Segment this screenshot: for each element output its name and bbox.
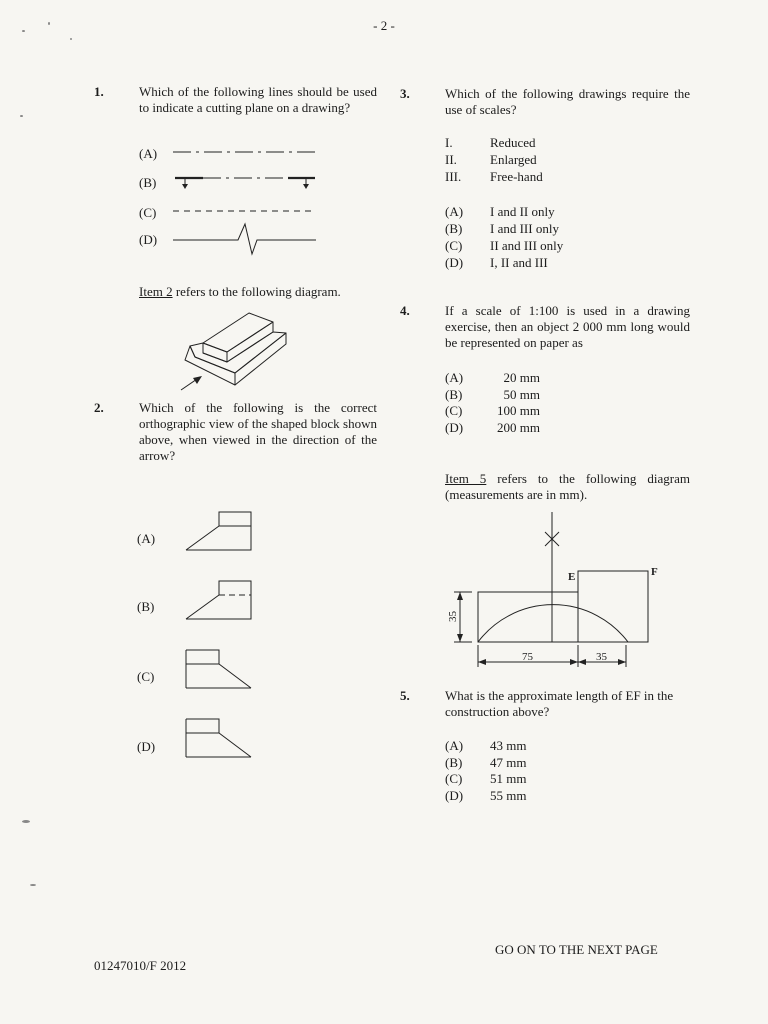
scan-speck: [22, 820, 30, 823]
item-5-intro: Item 5 refers to the following diagram (measurements are in mm).: [445, 471, 690, 502]
width-dimension-label-a: 75: [522, 651, 533, 663]
question-1-number: 1.: [94, 84, 104, 99]
question-3-text: Which of the following drawings require the use of scales?: [445, 86, 690, 117]
q1-option-c[interactable]: (C): [139, 205, 157, 220]
question-3-number: 3.: [400, 86, 410, 101]
q3-option-d[interactable]: (D) I, II and III: [445, 255, 548, 270]
q2-view-a: [184, 510, 254, 555]
q4-option-d[interactable]: (D) 200 mm: [445, 420, 540, 435]
q3-statement-3: III. Free-hand: [445, 169, 543, 184]
q2-option-c[interactable]: (C): [137, 669, 155, 684]
q2-option-b[interactable]: (B): [137, 599, 155, 614]
q1-option-b[interactable]: (B): [139, 175, 157, 190]
q5-option-c[interactable]: (C) 51 mm: [445, 771, 527, 786]
q5-option-a[interactable]: (A) 43 mm: [445, 738, 527, 753]
q3-option-c[interactable]: (C) II and III only: [445, 238, 564, 253]
q1-line-samples: [170, 140, 320, 255]
height-dimension-label: 35: [447, 611, 459, 622]
item-5-construction-diagram: [440, 510, 680, 675]
q2-view-d: [184, 717, 254, 762]
width-dimension-label-b: 35: [596, 651, 607, 663]
q2-view-b: [184, 579, 254, 624]
q5-option-b[interactable]: (B) 47 mm: [445, 755, 527, 770]
q5-option-d[interactable]: (D) 55 mm: [445, 788, 527, 803]
scan-speck: [20, 115, 23, 117]
q4-option-b[interactable]: (B) 50 mm: [445, 387, 540, 402]
q2-option-a[interactable]: (A): [137, 531, 156, 546]
paper-code: 01247010/F 2012: [94, 958, 187, 973]
q1-option-a[interactable]: (A): [139, 146, 158, 161]
next-page-notice: GO ON TO THE NEXT PAGE: [495, 942, 658, 957]
q3-statement-2: II. Enlarged: [445, 152, 537, 167]
question-5-text: What is the approximate length of EF in the construction above?: [445, 688, 674, 719]
scan-speck: [30, 884, 36, 886]
question-2-text: Which of the following is the correct orthographic view of the shaped block shown above, when viewed in the direction of the arrow?: [139, 400, 377, 463]
item-2-block-diagram: [175, 305, 305, 400]
question-4-text: If a scale of 1:100 is used in a drawing exercise, then an object 2 000 mm long would be represented on paper as: [445, 303, 690, 350]
q3-statement-1: I. Reduced: [445, 135, 536, 150]
question-2-number: 2.: [94, 400, 104, 415]
q4-option-a[interactable]: (A) 20 mm: [445, 370, 540, 385]
point-f-label: F: [651, 566, 658, 578]
page-number: - 2 -: [373, 18, 395, 33]
q3-option-b[interactable]: (B) I and III only: [445, 221, 559, 236]
question-1-text: Which of the following lines should be used to indicate a cutting plane on a drawing?: [139, 84, 377, 115]
q2-view-c: [184, 648, 254, 693]
q1-line-b-cutting-plane: [175, 178, 315, 189]
q1-option-d[interactable]: (D): [139, 232, 158, 247]
q3-option-a[interactable]: (A) I and II only: [445, 204, 555, 219]
scan-speck: [70, 38, 72, 40]
point-e-label: E: [568, 571, 576, 583]
q1-line-d-break: [173, 224, 316, 254]
item-2-intro: Item 2 refers to the following diagram.: [139, 284, 341, 299]
q2-option-d[interactable]: (D): [137, 739, 156, 754]
question-5-number: 5.: [400, 688, 410, 703]
q4-option-c[interactable]: (C) 100 mm: [445, 403, 540, 418]
question-4-number: 4.: [400, 303, 410, 318]
